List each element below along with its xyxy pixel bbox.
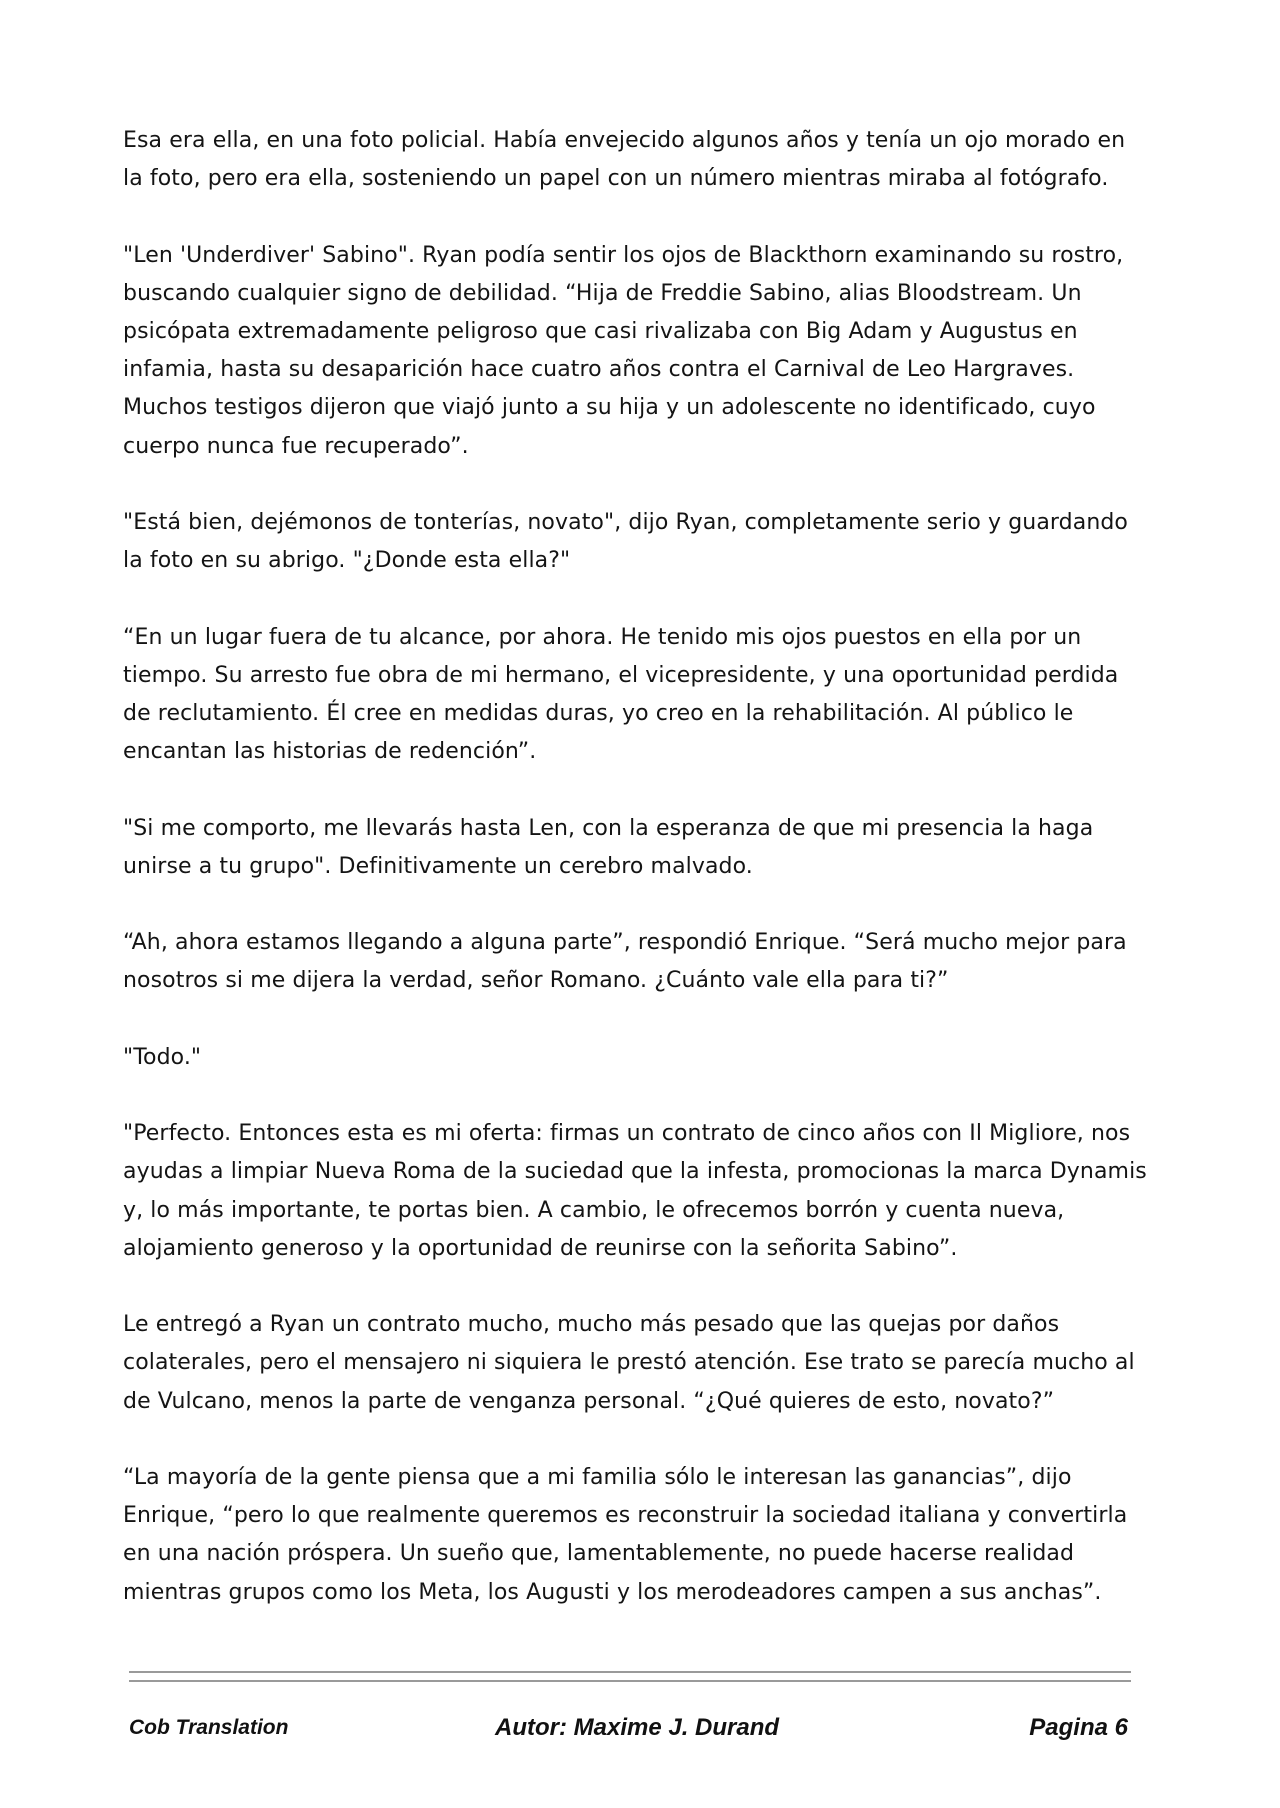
footer-divider-bottom xyxy=(129,1680,1131,1682)
paragraph: "Perfecto. Entonces esta es mi oferta: firmas un contrato de cinco años con Il Migliore, nos ayudas a limpiar Nueva Roma de la suciedad que la infesta, promocionas la marca Dynamis y, lo más importante, te portas bien. A cambio, le ofrecemos borrón y cuenta nueva, alojamiento generoso y la oportunidad de reunirse con la señorita Sabino”. xyxy=(123,1121,1147,1261)
body-text xyxy=(123,122,1148,1612)
paragraph: "Está bien, dejémonos de tonterías, novato", dijo Ryan, completamente serio y guardando la foto en su abrigo. "¿Donde esta ella?" xyxy=(123,510,1128,574)
footer-divider-top xyxy=(129,1671,1131,1673)
paragraph: “Ah, ahora estamos llegando a alguna parte”, respondió Enrique. “Será mucho mejor para nosotros si me dijera la verdad, señor Romano. ¿Cuánto vale ella para ti?” xyxy=(123,930,1127,994)
footer-author: Autor: Maxime J. Durand xyxy=(495,1714,780,1741)
paragraph: "Todo." xyxy=(123,1044,202,1070)
paragraph: Le entregó a Ryan un contrato mucho, mucho más pesado que las quejas por daños colaterales, pero el mensajero ni siquiera le prestó atención. Ese trato se parecía mucho al de Vulcano, menos la parte de venganza personal. “¿Qué quieres de esto, novato?” xyxy=(123,1312,1135,1414)
paragraph: "Si me comporto, me llevarás hasta Len, con la esperanza de que mi presencia la haga unirse a tu grupo". Definitivamente un cerebro malvado. xyxy=(123,815,1094,879)
paragraph: “La mayoría de la gente piensa que a mi familia sólo le interesan las ganancias”, dijo Enrique, “pero lo que realmente queremos es reconstruir la sociedad italiana y convertirla en una nación próspera. Un sueño que, lamentablemente, no puede hacerse realidad mientras grupos como los Meta, los Augusti y los merodeadores campen a sus anchas”. xyxy=(123,1464,1128,1605)
paragraph: “En un lugar fuera de tu alcance, por ahora. He tenido mis ojos puestos en ella por un tiempo. Su arresto fue obra de mi hermano, el vicepresidente, y una oportunidad perdida de reclutamiento. Él cree en medidas duras, yo creo en la rehabilitación. Al público le encantan las historias de redención”. xyxy=(123,624,1119,765)
paragraph: "Len 'Underdiver' Sabino". Ryan podía sentir los ojos de Blackthorn examinando su rostro, buscando cualquier signo de debilidad. “Hija de Freddie Sabino, alias Bloodstream. Un psicópata extremadamente peligroso que casi rivalizaba con Big Adam y Augustus en infamia, hasta su desaparición hace cuatro años contra el Carnival de Leo Hargraves. Muchos testigos dijeron que viajó junto a su hija y un adolescente no identificado, cuyo cuerpo nunca fue recuperado”. xyxy=(123,242,1124,459)
footer-translator: Cob Translation xyxy=(129,1716,289,1739)
page-footer xyxy=(129,1714,1131,1744)
paragraph: Esa era ella, en una foto policial. Había envejecido algunos años y tenía un ojo morado en la foto, pero era ella, sosteniendo un papel con un número mientras miraba al fotógrafo. xyxy=(123,128,1126,192)
footer-page-number: Pagina 6 xyxy=(1029,1714,1128,1741)
